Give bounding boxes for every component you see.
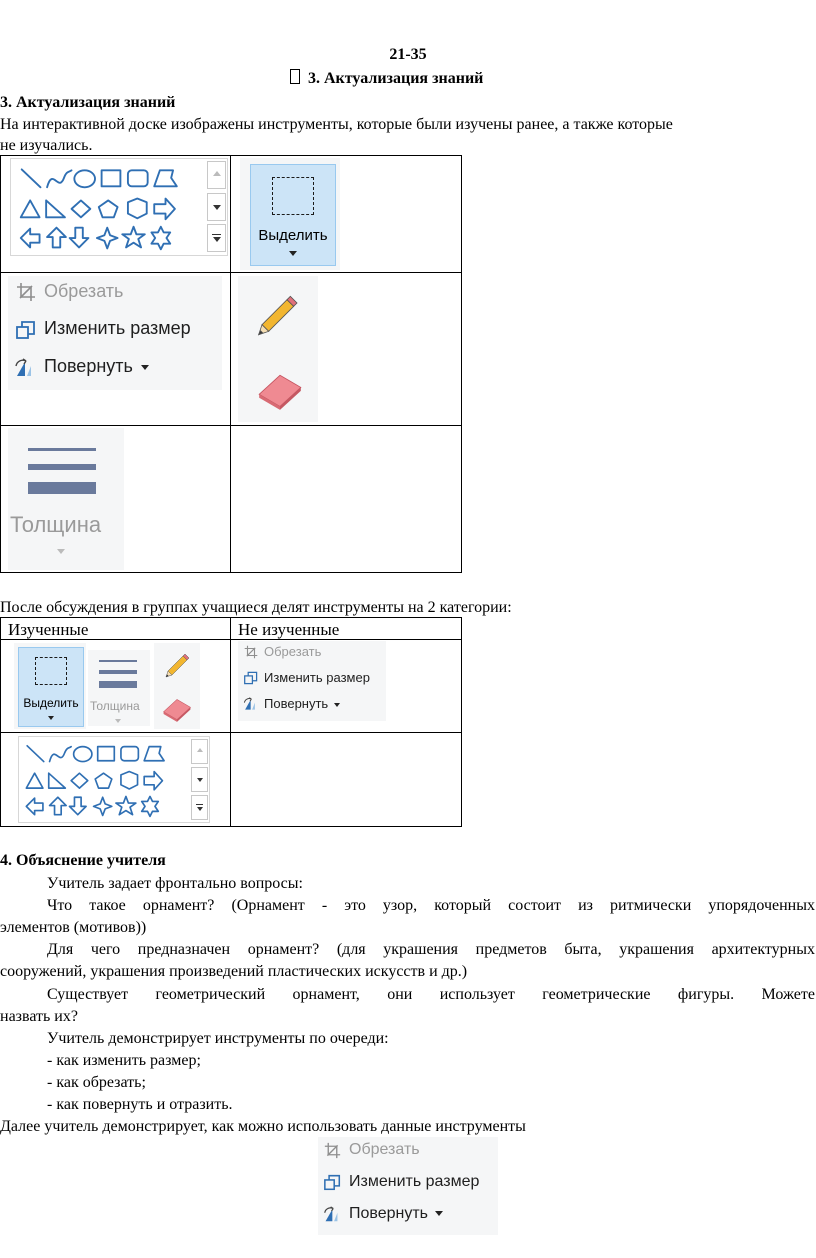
section4-p5: Учитель демонстрирует инструменты по очереди: [47, 1030, 389, 1047]
select-button-small[interactable] [18, 647, 84, 727]
rotate-button[interactable] [264, 696, 340, 711]
dropdown-arrow-icon [141, 365, 149, 370]
list-item: - как обрезать; [47, 1074, 146, 1091]
dropdown-arrow-icon [289, 251, 297, 256]
dropdown-arrow-icon [435, 1211, 443, 1216]
list-item: - как изменить размер; [47, 1052, 201, 1069]
thick-line [28, 482, 96, 494]
rotate-icon [14, 358, 34, 378]
section4-p4-line1: Существует геометрический орнамент, они использует геометрические фигуры. Можете [47, 986, 815, 1003]
resize-icon [244, 671, 258, 685]
expand-icon [213, 237, 221, 242]
select-label: Выделить [23, 696, 79, 710]
draw-tools-panel [238, 276, 318, 422]
shapes-icons [17, 163, 205, 251]
thickness-label: Толщина [90, 699, 140, 713]
thin-line [28, 448, 96, 451]
eraser-icon[interactable] [160, 695, 194, 723]
rotate-button[interactable] [44, 356, 149, 377]
resize-button[interactable]: Изменить размер [264, 670, 370, 685]
section4-p4-line2: назвать их? [0, 1008, 78, 1025]
section3-intro-line2: не изучались. [0, 137, 93, 154]
select-panel [240, 158, 340, 270]
rotate-label: Повернуть [44, 356, 133, 376]
thickness-label: Толщина [10, 512, 102, 537]
crop-button[interactable]: Обрезать [44, 281, 124, 301]
thick-line [99, 681, 137, 688]
pencil-icon[interactable] [162, 649, 192, 679]
section4-p3-line2: сооружений, украшения произведений пластических искусств и др.) [0, 963, 468, 980]
resize-button[interactable]: Изменить размер [44, 318, 191, 338]
pencil-icon[interactable] [252, 288, 302, 338]
section3-title: 3. Актуализация знаний [0, 94, 176, 111]
chevron-down-icon [213, 205, 221, 210]
draw-tools-panel-small [154, 643, 200, 729]
section3-intro-line1: На интерактивной доске изображены инструменты, которые были изучены ранее, а также которые [0, 116, 673, 133]
page-number: 21-35 [389, 46, 427, 63]
section4-p2-line1: Что такое орнамент? (Орнамент - это узор, который состоит из ритмически упорядоченных [47, 897, 815, 914]
medium-line [28, 464, 96, 470]
shapes-icons [23, 740, 189, 818]
rotate-icon [243, 697, 257, 711]
scroll-down-button[interactable] [207, 193, 226, 221]
rotate-button[interactable] [349, 1205, 443, 1223]
section4-p3-line1: Для чего предназначен орнамент? (для украшения предметов быта, украшения архитектурных [47, 941, 815, 958]
shapes-gallery[interactable] [10, 158, 228, 256]
expand-gallery-button[interactable] [191, 795, 208, 820]
section4-p2-line2: элементов (мотивов)) [0, 919, 147, 936]
list-item: - как повернуть и отразить. [47, 1096, 233, 1113]
resize-icon [324, 1174, 341, 1191]
chevron-down-icon [197, 778, 203, 782]
expand-icon [197, 807, 203, 811]
scroll-down-button[interactable] [191, 767, 208, 792]
crop-button[interactable]: Обрезать [264, 644, 322, 659]
thickness-panel-small[interactable] [88, 650, 150, 726]
crop-icon [324, 1142, 341, 1159]
section4-p6: Далее учитель демонстрирует, как можно использовать данные инструменты [0, 1118, 526, 1135]
rotate-icon [323, 1206, 340, 1223]
crop-icon [244, 645, 258, 659]
section4-title: 4. Объяснение учителя [0, 852, 166, 869]
section4-p1: Учитель задает фронтально вопросы: [47, 875, 303, 892]
scroll-up-button[interactable] [191, 739, 208, 764]
image-ops-panel [8, 276, 222, 390]
select-label: Выделить [258, 227, 328, 244]
select-panel-small [14, 643, 86, 729]
dropdown-arrow-icon [48, 716, 54, 720]
scroll-up-button[interactable] [207, 161, 226, 189]
col-not-studied-header: Не изученные [238, 620, 340, 639]
chevron-up-icon [213, 171, 221, 176]
expand-gallery-button[interactable] [207, 224, 226, 252]
dropdown-arrow-icon [57, 549, 65, 554]
image-ops-panel-bottom [318, 1137, 498, 1235]
medium-line [99, 670, 137, 674]
select-rect-icon [35, 657, 67, 685]
select-rect-icon [272, 177, 314, 215]
image-ops-panel-small [238, 641, 386, 721]
categories-intro: После обсуждения в группах учащиеся делят инструменты на 2 категории: [0, 599, 512, 616]
eraser-icon[interactable] [254, 368, 306, 412]
dropdown-arrow-icon [334, 703, 340, 707]
crop-icon [16, 282, 36, 302]
thin-line [99, 660, 137, 662]
bullet-icon [290, 69, 300, 84]
bullet-heading-text: 3. Актуализация знаний [308, 70, 484, 87]
chevron-up-icon [197, 748, 203, 752]
thickness-panel[interactable] [8, 428, 124, 570]
rotate-label: Повернуть [349, 1205, 429, 1222]
resize-icon [16, 320, 36, 340]
resize-button[interactable]: Изменить размер [349, 1173, 480, 1190]
bullet-heading [290, 69, 483, 88]
shapes-gallery-small[interactable] [18, 736, 210, 823]
dropdown-arrow-icon [115, 719, 121, 723]
select-button[interactable] [250, 164, 336, 266]
crop-button[interactable]: Обрезать [349, 1141, 420, 1158]
col-studied-header: Изученные [8, 620, 89, 639]
rotate-label: Повернуть [264, 696, 329, 711]
